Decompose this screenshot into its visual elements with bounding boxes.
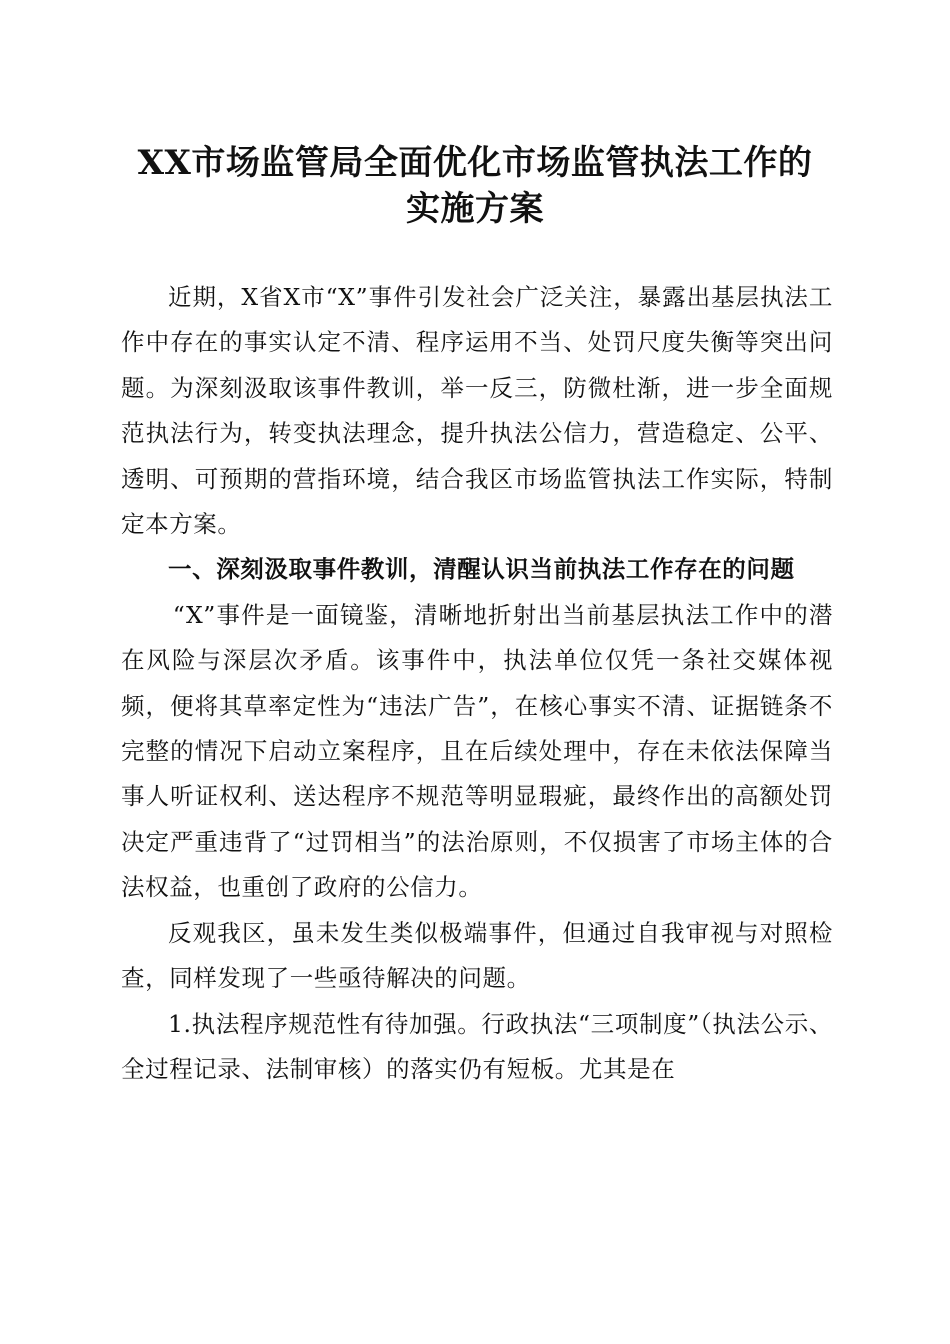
paragraph-issue-1: 1.执法程序规范性有待加强。行政执法“三项制度”（执法公示、全过程记录、法制审核）的落实仍有短板。尤其是在 xyxy=(121,1009,833,1083)
paragraph-incident-analysis: “X”事件是一面镜鉴，清晰地折射出当前基层执法工作中的潜在风险与深层次矛盾。该事件中，执法单位仅凭一条社交媒体视频，便将其草率定性为“违法广告”，在核心事实不清、证据链条不完整的情况下启动立案程序，且在后续处理中，存在未依法保障当事人听证权利、送达程序不规范等明显瑕疵，最终作出的高额处罚决定严重违背了“过罚相当”的法治原则，不仅损害了市场主体的合法权益，也重创了政府的公信力。 xyxy=(121,600,833,902)
paragraph-self-review: 反观我区，虽未发生类似极端事件，但通过自我审视与对照检查，同样发现了一些亟待解决的问题。 xyxy=(121,918,833,993)
paragraph-intro: 近期，X省X市“X”事件引发社会广泛关注，暴露出基层执法工作中存在的事实认定不清、程序运用不当、处罚尺度失衡等突出问题。为深刻汲取该事件教训，举一反三，防微杜渐，进一步全面规范执法行为，转变执法理念，提升执法公信力，营造稳定、公平、透明、可预期的营指环境，结合我区市场监管执法工作实际，特制定本方案。 xyxy=(121,283,833,539)
document-title-line-1: XX市场监管局全面优化市场监管执法工作的 xyxy=(137,143,813,183)
section-heading-1: 一、深刻汲取事件教训，清醒认识当前执法工作存在的问题 xyxy=(168,555,795,584)
document-body xyxy=(121,275,833,1092)
document-title-line-2: 实施方案 xyxy=(406,189,544,229)
